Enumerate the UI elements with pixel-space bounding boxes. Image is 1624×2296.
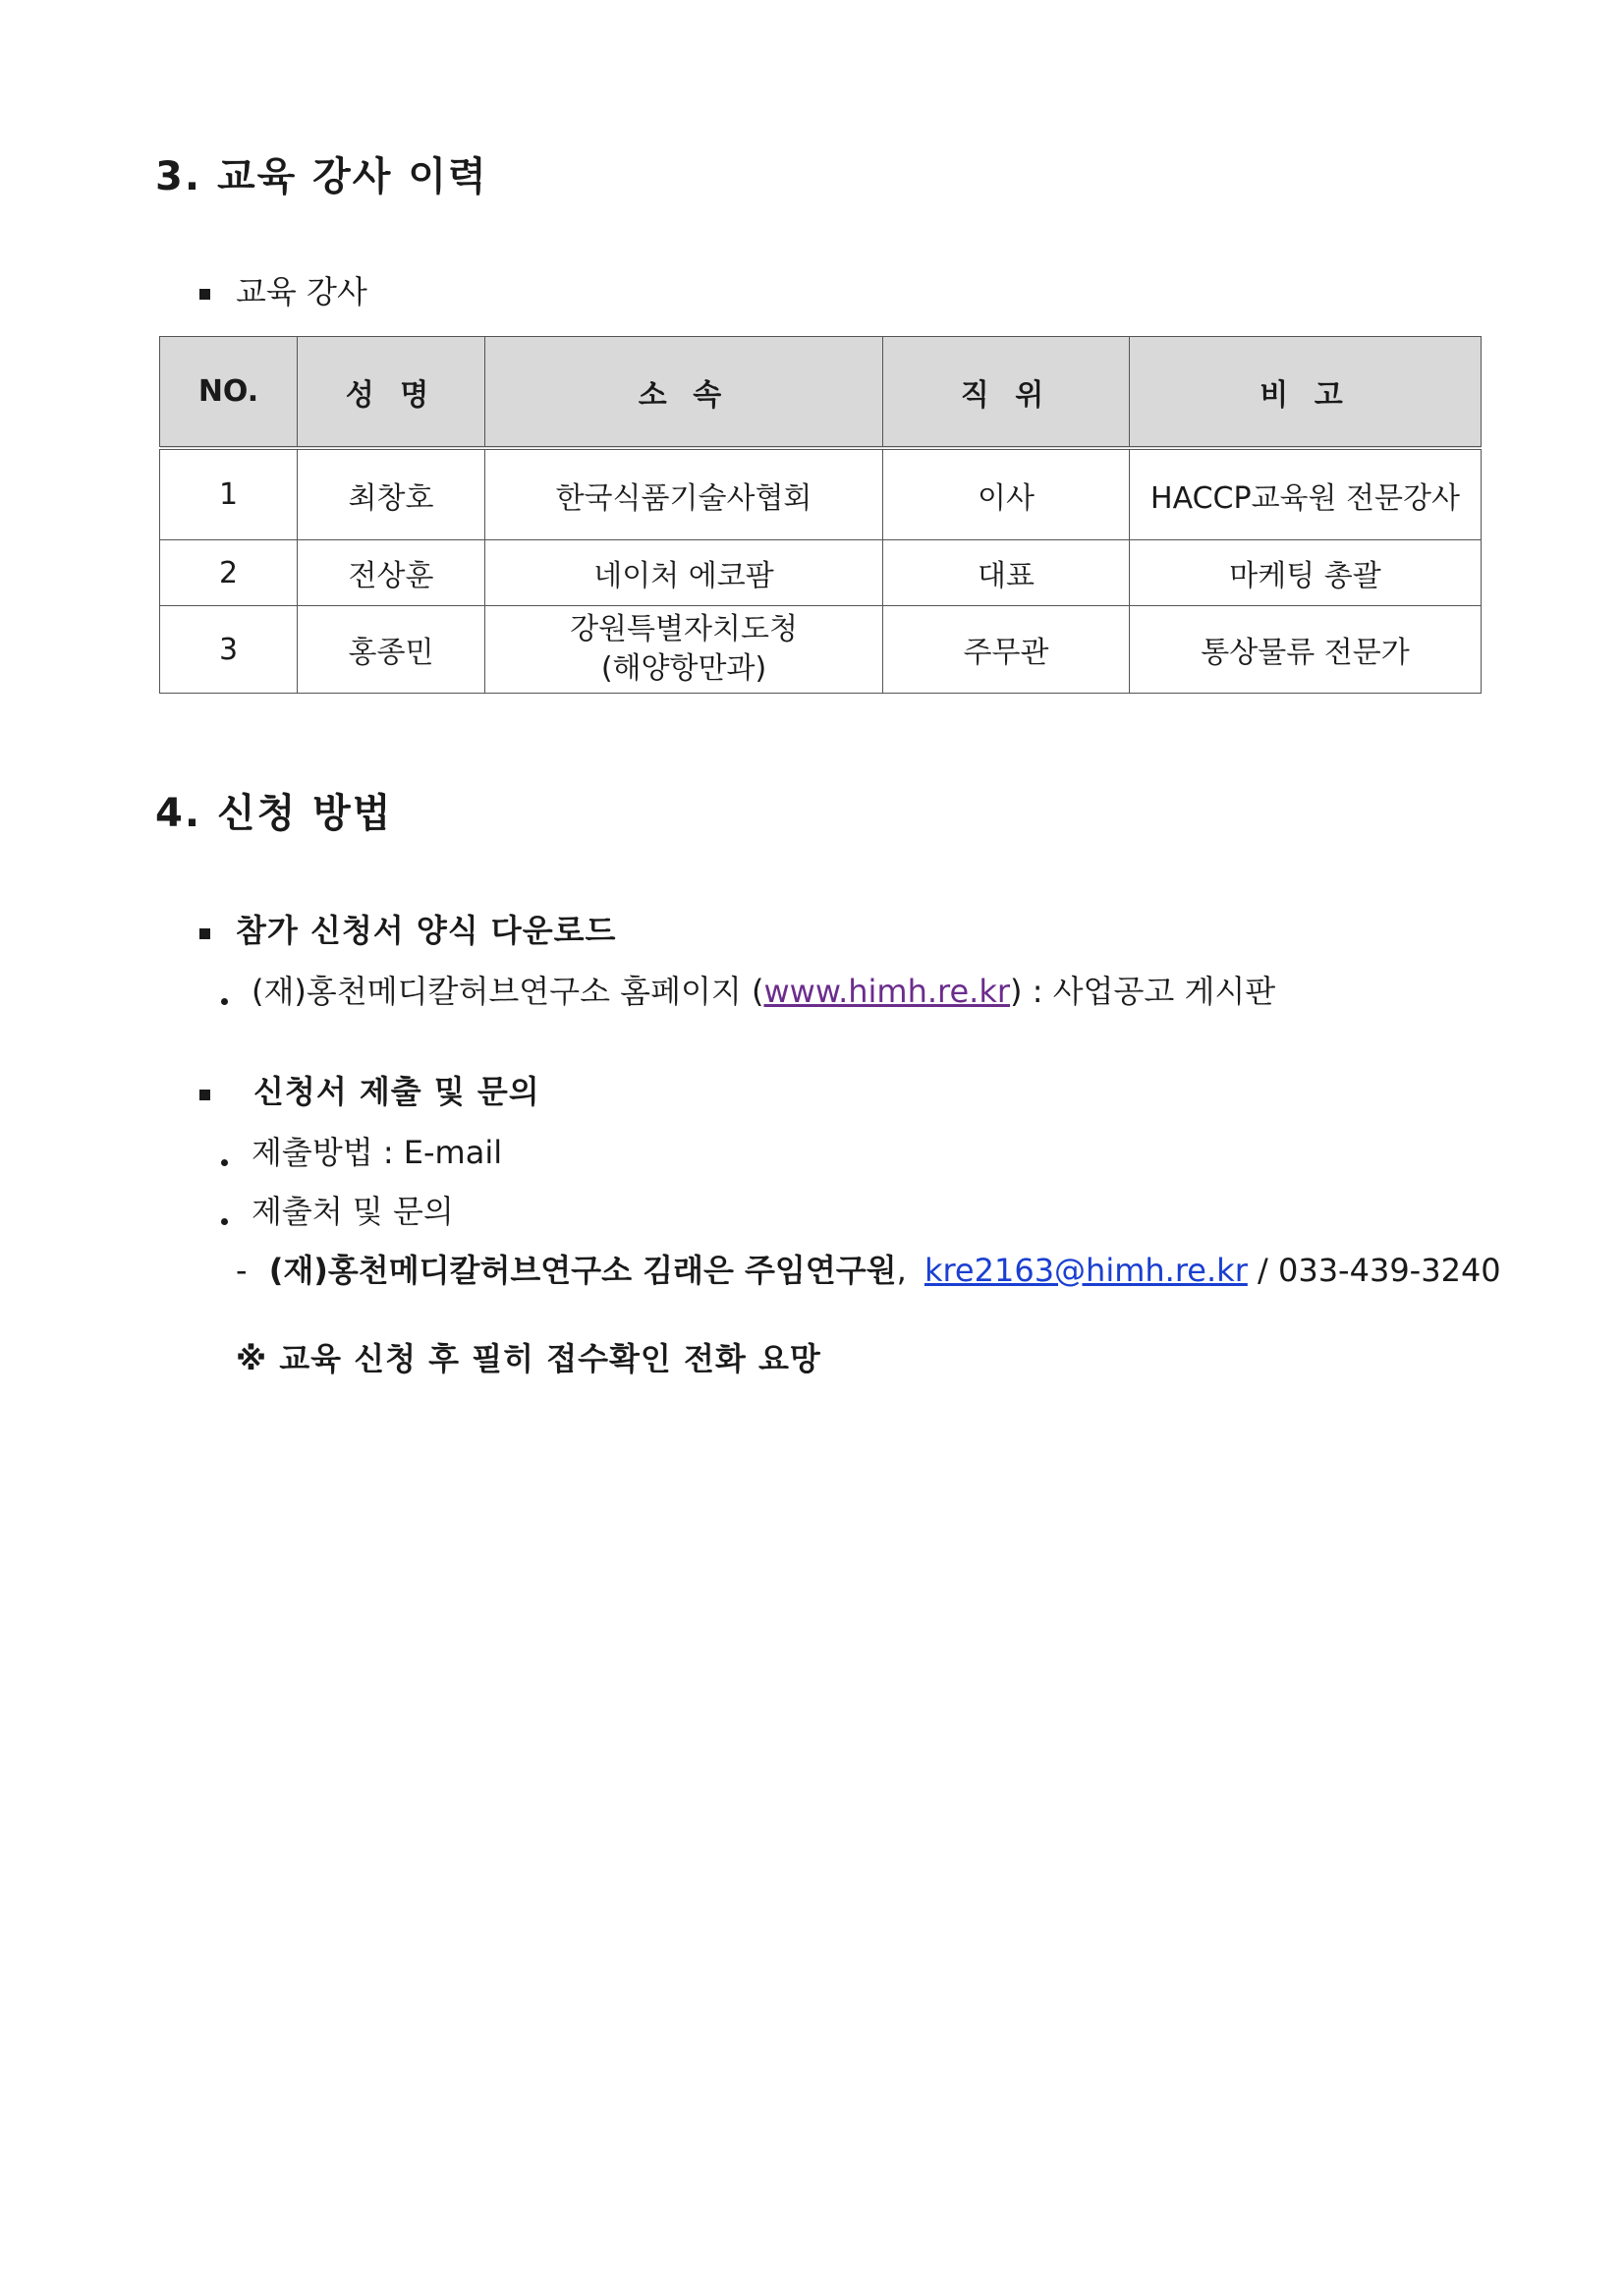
table-header-row [160, 337, 1482, 449]
header-name: 성 명 [298, 337, 485, 449]
header-affiliation: 소 속 [485, 337, 883, 449]
download-suffix: ) : 사업공고 게시판 [1010, 973, 1276, 1010]
table-row [160, 448, 1482, 540]
cell-position: 이사 [883, 448, 1130, 540]
cell-position: 주무관 [883, 606, 1130, 694]
bullet-square-icon [199, 1086, 210, 1104]
cell-note: HACCP교육원 전문강사 [1130, 448, 1482, 540]
bullet-square-icon [199, 924, 210, 943]
cell-affiliation [485, 606, 883, 694]
cell-name: 전상훈 [298, 540, 485, 606]
contact-phone: / 033-439-3240 [1247, 1252, 1501, 1289]
table-row [160, 606, 1482, 694]
header-note: 비 고 [1130, 337, 1482, 449]
cell-affiliation: 네이처 에코팜 [485, 540, 883, 606]
cell-affiliation: 한국식품기술사협회 [485, 448, 883, 540]
table-row [160, 540, 1482, 606]
cell-name: 홍종민 [298, 606, 485, 694]
download-title: 참가 신청서 양식 다운로드 [236, 912, 617, 949]
homepage-link[interactable]: www.himh.re.kr [763, 973, 1011, 1010]
cell-no: 1 [160, 448, 298, 540]
cell-no: 2 [160, 540, 298, 606]
bullet-square-icon [199, 285, 210, 304]
cell-no: 3 [160, 606, 298, 694]
download-line [252, 967, 1275, 1012]
submit-title: 신청서 제출 및 문의 [253, 1073, 540, 1110]
contact-line: 제출처 및 문의 [252, 1193, 454, 1230]
bullet-dot-icon [221, 1210, 228, 1229]
cell-position: 대표 [883, 540, 1130, 606]
contact-person: (재)홍천메디칼허브연구소 김래은 주임연구원 [268, 1252, 897, 1289]
cell-note: 마케팅 총괄 [1130, 540, 1482, 606]
cell-affiliation-line2: (해양항만과) [600, 651, 767, 686]
bullet-dot-icon [221, 990, 228, 1009]
contact-email-link[interactable]: kre2163@himh.re.kr [924, 1252, 1248, 1289]
cell-affiliation-line1: 강원특별자치도청 [570, 612, 798, 646]
header-no: NO. [160, 337, 298, 449]
section-4-heading: 4. 신청 방법 [155, 791, 393, 836]
header-position: 직 위 [883, 337, 1130, 449]
notice: ※ 교육 신청 후 필히 접수확인 전화 요망 [236, 1340, 821, 1377]
cell-note: 통상물류 전문가 [1130, 606, 1482, 694]
instructor-subheading: 교육 강사 [236, 273, 367, 310]
instructor-table [159, 336, 1482, 694]
contact-dash: - [236, 1252, 248, 1289]
contact-detail [236, 1246, 1501, 1291]
download-prefix: (재)홍천메디칼허브연구소 홈페이지 ( [252, 973, 764, 1010]
section-3-heading: 3. 교육 강사 이력 [155, 154, 488, 199]
bullet-dot-icon [221, 1151, 228, 1170]
cell-name: 최창호 [298, 448, 485, 540]
submit-method: 제출방법 : E-mail [252, 1134, 503, 1171]
contact-comma: , [896, 1252, 907, 1289]
